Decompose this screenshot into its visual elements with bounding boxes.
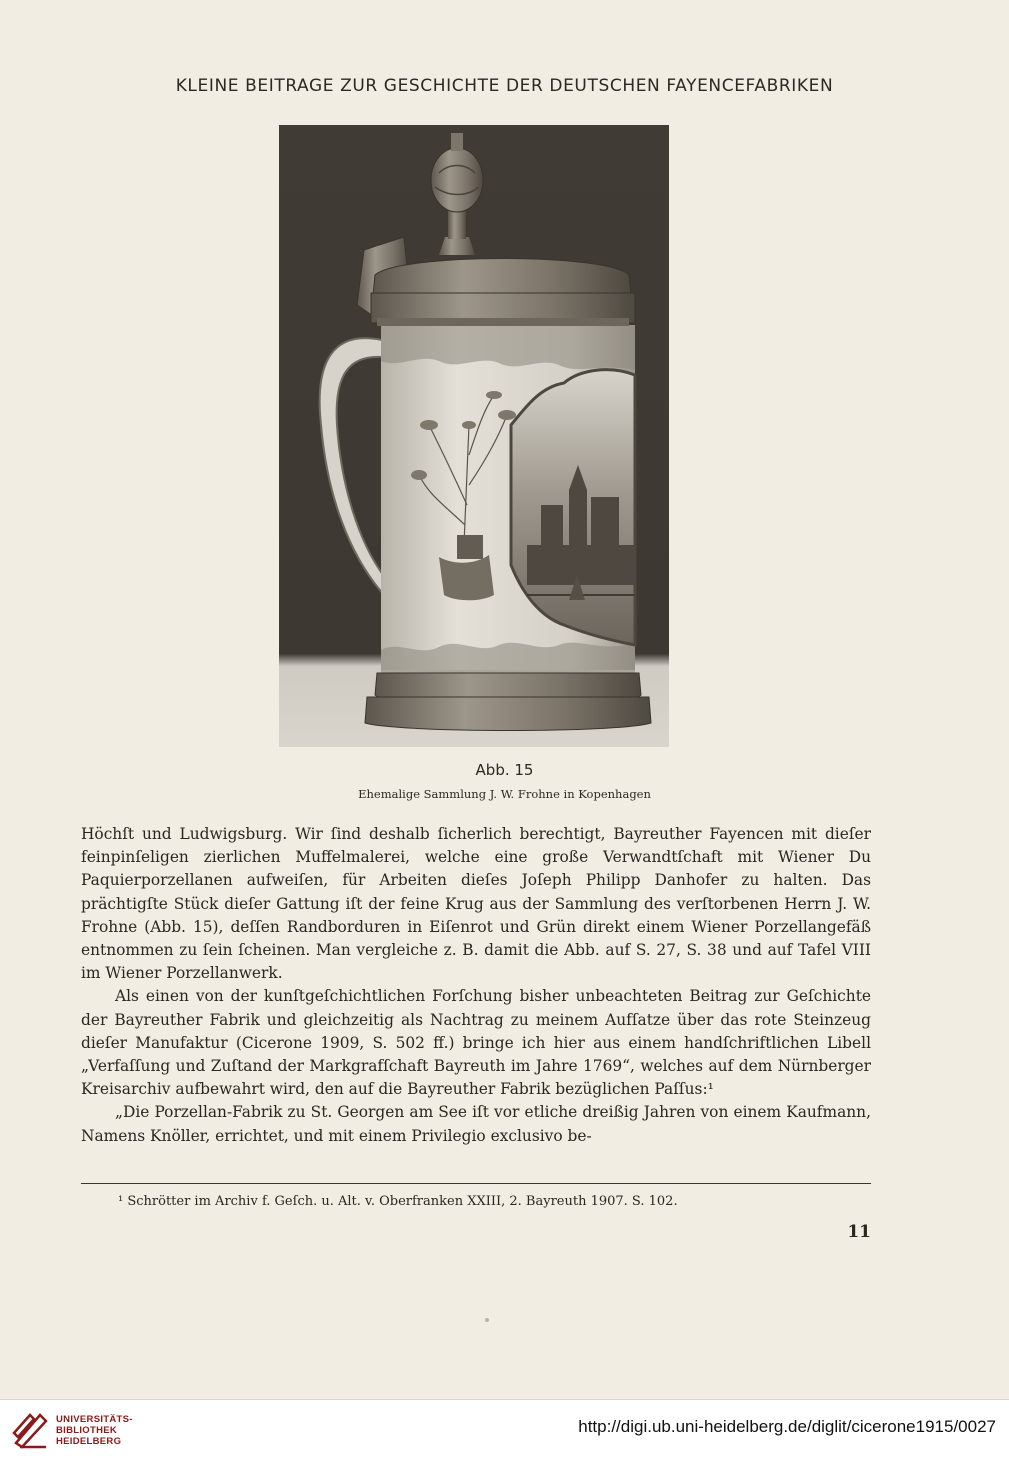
paper-speck [485,1318,489,1322]
page-number: 11 [847,1222,871,1242]
permalink-url[interactable]: http://digi.ub.uni-heidelberg.de/diglit/cicerone1915/0027 [578,1417,996,1436]
footnote: ¹ Schrötter im Archiv f. Geſch. u. Alt. v. Oberfranken XXIII, 2. Bayreuth 1907. S. 102. [118,1194,678,1209]
library-name [56,1414,133,1447]
library-footer-bar [0,1399,1009,1470]
footnote-divider [81,1183,871,1184]
paragraph: „Die Porzellan-Fabrik zu St. Georgen am See iſt vor etliche dreißig Jahren von einem Kaufmann, Namens Knöller, errichtet, und mit einem Privilegio exclusivo be- [81,1103,871,1145]
paragraph: Höchſt und Ludwigsburg. Wir ſind deshalb ſicherlich berechtigt, Bayreuther Fayencen mit dieſer feinpinſeligen zierlichen Muffelmalerei, welche eine große Verwandtſchaft mit Wiener Du Paquierporzellanen aufweiſen, für Arbeiten dieſes Joſeph Philipp Danhofer zu halten. Das prächtigſte Stück dieſer Gattung iſt der feine Krug aus der Sammlung des verſtorbenen Herrn J. W. Frohne (Abb. 15), deſſen Randborduren in Eiſenrot und Grün direkt einem Wiener Porzellangefäß entnommen zu ſein ſcheinen. Man vergleiche z. B. damit die Abb. auf S. 27, S. 38 und auf Tafel VIII im Wiener Porzellanwerk. [81,825,871,983]
running-header: KLEINE BEITRAGE ZUR GESCHICHTE DER DEUTSCHEN FAYENCEFABRIKEN [175,76,834,96]
figure-photo-tankard [279,125,669,747]
library-name-line: BIBLIOTHEK [56,1425,118,1436]
library-name-line: UNIVERSITÄTS- [56,1414,133,1425]
library-logo-icon[interactable] [10,1409,50,1449]
figure-caption: Ehemalige Sammlung J. W. Frohne in Kopenhagen [358,787,651,801]
library-name-line: HEIDELBERG [56,1436,122,1447]
body-text [81,823,871,1148]
figure-label: Abb. 15 [475,761,534,779]
paragraph: Als einen von der kunſtgeſchichtlichen Forſchung bisher unbeachteten Beitrag zur Geſchichte der Bayreuther Fabrik und gleichzeitig als Nachtrag zu meinem Aufſatze über das rote Steinzeug dieſer Manufaktur (Cicerone 1909, S. 502 ff.) bringe ich hier aus einem handſchriftlichen Libell „Verfaſſung und Zuſtand der Markgrafſchaft Bayreuth im Jahre 1769“, welches auf dem Nürnberger Kreisarchiv aufbewahrt wird, den auf die Bayreuther Fabrik bezüglichen Paſſus:¹ [81,987,871,1099]
